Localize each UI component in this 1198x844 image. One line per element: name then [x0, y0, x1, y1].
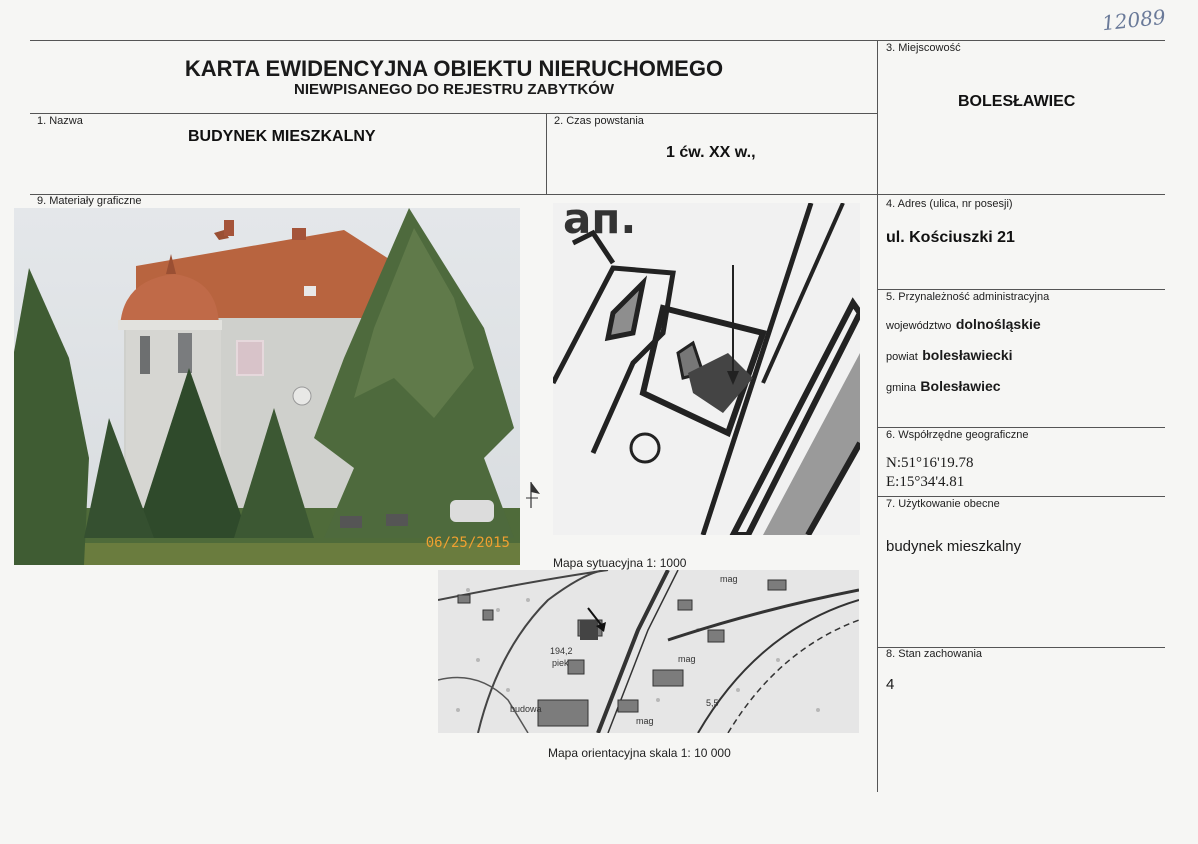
rule-nazwa-czas	[546, 113, 547, 194]
miejscowosc-value: BOLESŁAWIEC	[958, 93, 1076, 110]
uzytkowanie-label: 7. Użytkowanie obecne	[886, 498, 1000, 510]
uzytkowanie-value: budynek mieszkalny	[886, 538, 1022, 555]
nazwa-value: BUDYNEK MIESZKALNY	[188, 128, 376, 145]
stan-value: 4	[886, 676, 895, 693]
map-label-elevation: 194,2	[550, 646, 573, 656]
photo-date-stamp: 06/25/2015	[425, 535, 510, 551]
rule-adres-bottom	[878, 289, 1165, 290]
document-title: KARTA EWIDENCYJNA OBIEKTU NIERUCHOMEGO	[184, 56, 724, 81]
map-label-mag-1: mag	[720, 574, 738, 584]
map-lettering: aп.	[563, 203, 637, 243]
document-subtitle: NIEWPISANEGO DO REJESTRU ZABYTKÓW	[293, 81, 615, 98]
situational-map	[553, 203, 860, 535]
orientation-map	[438, 570, 859, 733]
orientation-map-drawing	[438, 570, 859, 733]
latitude-value: N:51°16'19.78	[886, 455, 974, 471]
rule-title-bottom	[30, 113, 878, 114]
map-label-mag-3: mag	[636, 716, 654, 726]
longitude-value: E:15°34'4.81	[886, 474, 965, 490]
orientation-map-caption: Mapa orientacyjna skala 1: 10 000	[548, 746, 731, 760]
rule-przynaleznosc-bottom	[878, 427, 1165, 428]
adres-value: ul. Kościuszki 21	[886, 229, 1015, 246]
czas-value: 1 ćw. XX w.,	[666, 144, 756, 161]
building-photo	[14, 208, 520, 565]
przynaleznosc-label: 5. Przynależność administracyjna	[886, 291, 1050, 303]
powiat-value: bolesławiecki	[922, 347, 1013, 363]
gmina-value: Bolesławiec	[920, 378, 1001, 394]
miejscowosc-label: 3. Miejscowość	[886, 42, 961, 54]
wojewodztwo-value: dolnośląskie	[955, 316, 1041, 332]
nazwa-label: 1. Nazwa	[37, 115, 83, 127]
czas-label: 2. Czas powstania	[554, 115, 644, 127]
building-photo-drawing	[14, 208, 520, 565]
rule-row1-bottom	[30, 194, 1165, 195]
rule-right-column	[877, 40, 878, 792]
north-arrow-icon	[526, 480, 542, 515]
rule-wspolrzedne-bottom	[878, 496, 1165, 497]
gmina-prefix: gmina	[886, 382, 916, 394]
stan-label: 8. Stan zachowania	[886, 648, 983, 660]
powiat-prefix: powiat	[886, 351, 918, 363]
materialy-label: 9. Materiały graficzne	[37, 195, 142, 207]
wojewodztwo-prefix: województwo	[886, 320, 952, 332]
rule-top	[30, 40, 1165, 41]
situational-map-drawing	[553, 203, 860, 535]
wspolrzedne-label: 6. Współrzędne geograficzne	[886, 429, 1029, 441]
gmina-line	[886, 378, 1001, 396]
situational-map-caption: Mapa sytuacyjna 1: 1000	[553, 556, 687, 570]
adres-label: 4. Adres (ulica, nr posesji)	[886, 198, 1013, 210]
map-label-budowa: budowa	[510, 704, 542, 714]
map-label-mag-2: mag	[678, 654, 696, 664]
map-label-km: 5,5	[706, 698, 719, 708]
map-label-piek: piek	[552, 658, 569, 668]
wojewodztwo-line	[886, 316, 1041, 334]
archive-number: 12089	[1100, 4, 1167, 36]
powiat-line	[886, 347, 1013, 365]
